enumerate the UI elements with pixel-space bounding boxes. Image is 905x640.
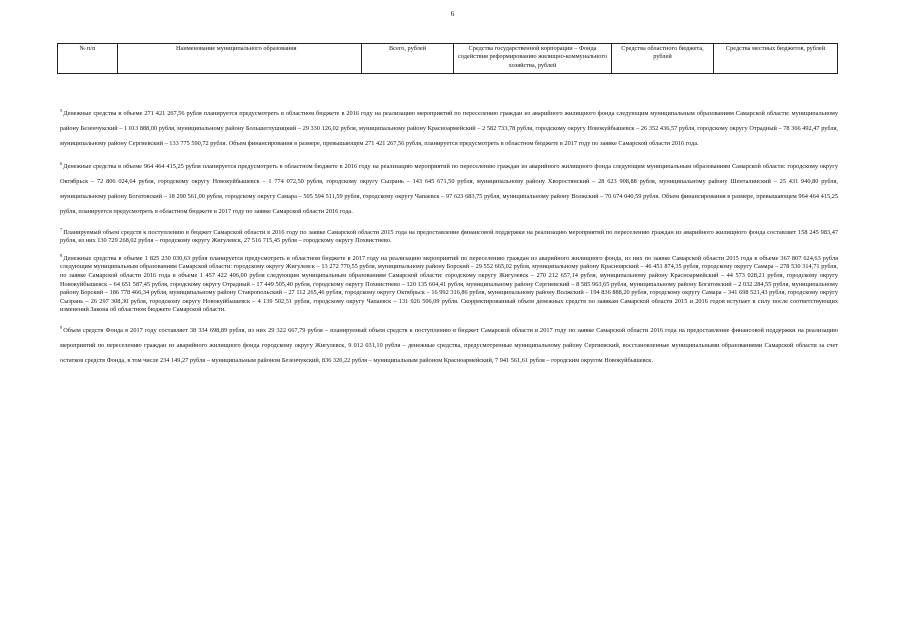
column-header-total: Всего, рублей	[362, 44, 454, 74]
column-header-regional-budget: Средства областного бюджета, рублей	[612, 44, 714, 74]
footnote-text: Объем средств Фонда в 2017 году составляет 38 334 698,89 рубля, из них 29 322 667,79 рубля – планируемый объем средств к поступлению в бюджет Самарской области в 2017 году по заявке Самарской области 2016 года на предоставление финансовой поддержки на реализацию мероприятий по переселению граждан из аварийного жилищного фонда городскому округу Жигулевск, 9 012 031,10 рубля – денежные средства, предусмотренные муниципальному району Сергиевский, восстановленные муниципальными образованиями Самарской области за счет остатков средств Фонда, в том числе 234 149,27 рубля – муниципальным районом Безенчукский, 836 320,22 рубля – муниципальным районом Красноармейский, 7 941 561,61 рубля – городским округом Новокуйбышевск.	[60, 326, 838, 364]
footnote-mark: 6	[60, 161, 63, 167]
footnote-mark: 5	[60, 108, 63, 113]
column-header-fund: Средства государственной корпорации – Фонда содействия реформированию жилищно-коммунального хозяйства, рублей	[454, 44, 612, 74]
footnote-8	[60, 252, 838, 315]
footnote-text: Планируемый объем средств к поступлению в бюджет Самарской области в 2016 году по заявке Самарской области 2015 года на предоставление финансовой поддержки на реализацию мероприятий по переселению граждан из аварийного жилищного фонда составляет 158 245 983,47 рубля, из них 130 729 268,02 рубля – городскому округу Жигулевск, 27 516 715,45 рубля – городскому округу Похвистнево.	[60, 228, 838, 245]
column-header-local-budgets: Средства местных бюджетов, рублей	[714, 44, 838, 74]
footnote-mark: 8	[60, 252, 63, 258]
table-header-row	[58, 44, 838, 74]
footnote-mark: 9	[60, 324, 63, 330]
footnote-mark: 7	[60, 226, 63, 232]
footnotes	[60, 104, 838, 374]
page-number: 6	[450, 10, 455, 18]
footnote-7	[60, 226, 838, 246]
footnote-text: Денежные средства в объеме 1 825 230 030,63 рубля планируется предусмотреть в областном бюджете в 2017 году на реализацию мероприятий по переселению граждан из аварийного жилищного фонда, из них по заявке Самарской области 2015 года в объеме 367 807 624,63 рубля следующим муниципальным образованиям Самарской области: городскому округу Жигулевск – 13 272 770,55 рубля, муниципальному району Борский – 29 552 665,02 рубля, муниципальному району Красноярский – 46 451 874,35 рубля, городскому округу Самара – 278 530 314,71 рубля, по заявке Самарской области 2016 года в объеме 1 457 422 406,00 рубля следующим муниципальным образованиям Самарской области: городскому округу Жигулевск – 270 212 657,14 рубля, муниципальному району Красноармейский – 44 573 028,21 рубля, городскому округу Новокуйбышевск – 64 651 587,45 рубля, городскому округу Отрадный – 17 449 505,40 рубля, городскому округу Похвистнево – 120 135 604,41 рубля, муниципальному району Сергиевский – 8 585 963,65 рубля, муниципальному району Богатовский – 2 032 284,55 рубля, муниципальному району Борский – 186 778 466,34 рубля, муниципальному району Ставропольский – 27 112 265,46 рубля, городскому округу Октябрьск – 16 992 316,86 рубля, муниципальному району Волжский – 194 836 888,20 рубля, городскому округу Самара – 341 698 521,43 рубля, городскому округу Сызрань – 26 297 308,30 рубля, городскому округу Новокуйбышевск – 4 139 502,51 рубля, городскому округу Чапаевск – 131 926 506,09 рубля. Скорректированный объем денежных средств по заявкам Самарской области 2015 и 2016 годов вступает в силу после соответствующих изменений Закона об областном бюджете Самарской области.	[60, 254, 838, 314]
column-header-number: № п/п	[58, 44, 118, 74]
footnote-6	[60, 157, 838, 219]
column-header-municipality: Наименование муниципального образования	[118, 44, 362, 74]
footnote-text: Денежные средства в объеме 271 421 267,56 рубля планируется предусмотреть в областном бюджете в 2016 году на реализацию мероприятий по переселению граждан из аварийного жилищного фонда следующим муниципальным образованиям Самарской области: муниципальному району Безенчукский – 1 013 888,00 рубля, муниципальному району Большеглушицкий – 29 330 126,02 рубля, муниципальному району Красноармейский – 2 582 733,78 рубля, городскому округу Новокуйбышевск – 26 352 436,57 рубля, городскому округу Отрадный – 78 366 492,47 рубля, муниципальному району Сергиевский – 133 775 590,72 рубля. Объем финансирования в размере, превышающем 271 421 267,56 рубля, планируется предусмотреть в областном бюджете в 2017 году по заявке Самарской области 2016 года.	[60, 110, 838, 147]
footnote-text: Денежные средства в объеме 964 464 415,25 рубля планируется предусмотреть в областном бюджете в 2016 году на реализацию мероприятий по переселению граждан из аварийного жилищного фонда следующим муниципальным образованиям Самарской области: городскому округу Октябрьск – 72 806 024,64 рубля, городскому округу Новокуйбышевск – 1 774 072,50 рубля, городскому округу Сызрань – 143 645 671,50 рубля, муниципальному району Хворостянский – 28 623 908,88 рубля, муниципальному району Шенталинский – 25 431 940,80 рубля, муниципальному району Богатовский – 18 290 561,00 рубля, городскому округу Самара – 505 594 511,59 рубля, городскому округу Чапаевск – 97 623 683,75 рубля, муниципальному району Волжский – 70 674 040,59 рубля. Объем финансирования в размере, превышающем 964 464 415,25 рубля, планируется предусмотреть в областном бюджете в 2017 году по заявке Самарской области 2016 года.	[60, 163, 838, 215]
footnote-9	[60, 321, 838, 368]
footnote-5	[60, 104, 838, 151]
budget-table-header	[57, 43, 838, 74]
